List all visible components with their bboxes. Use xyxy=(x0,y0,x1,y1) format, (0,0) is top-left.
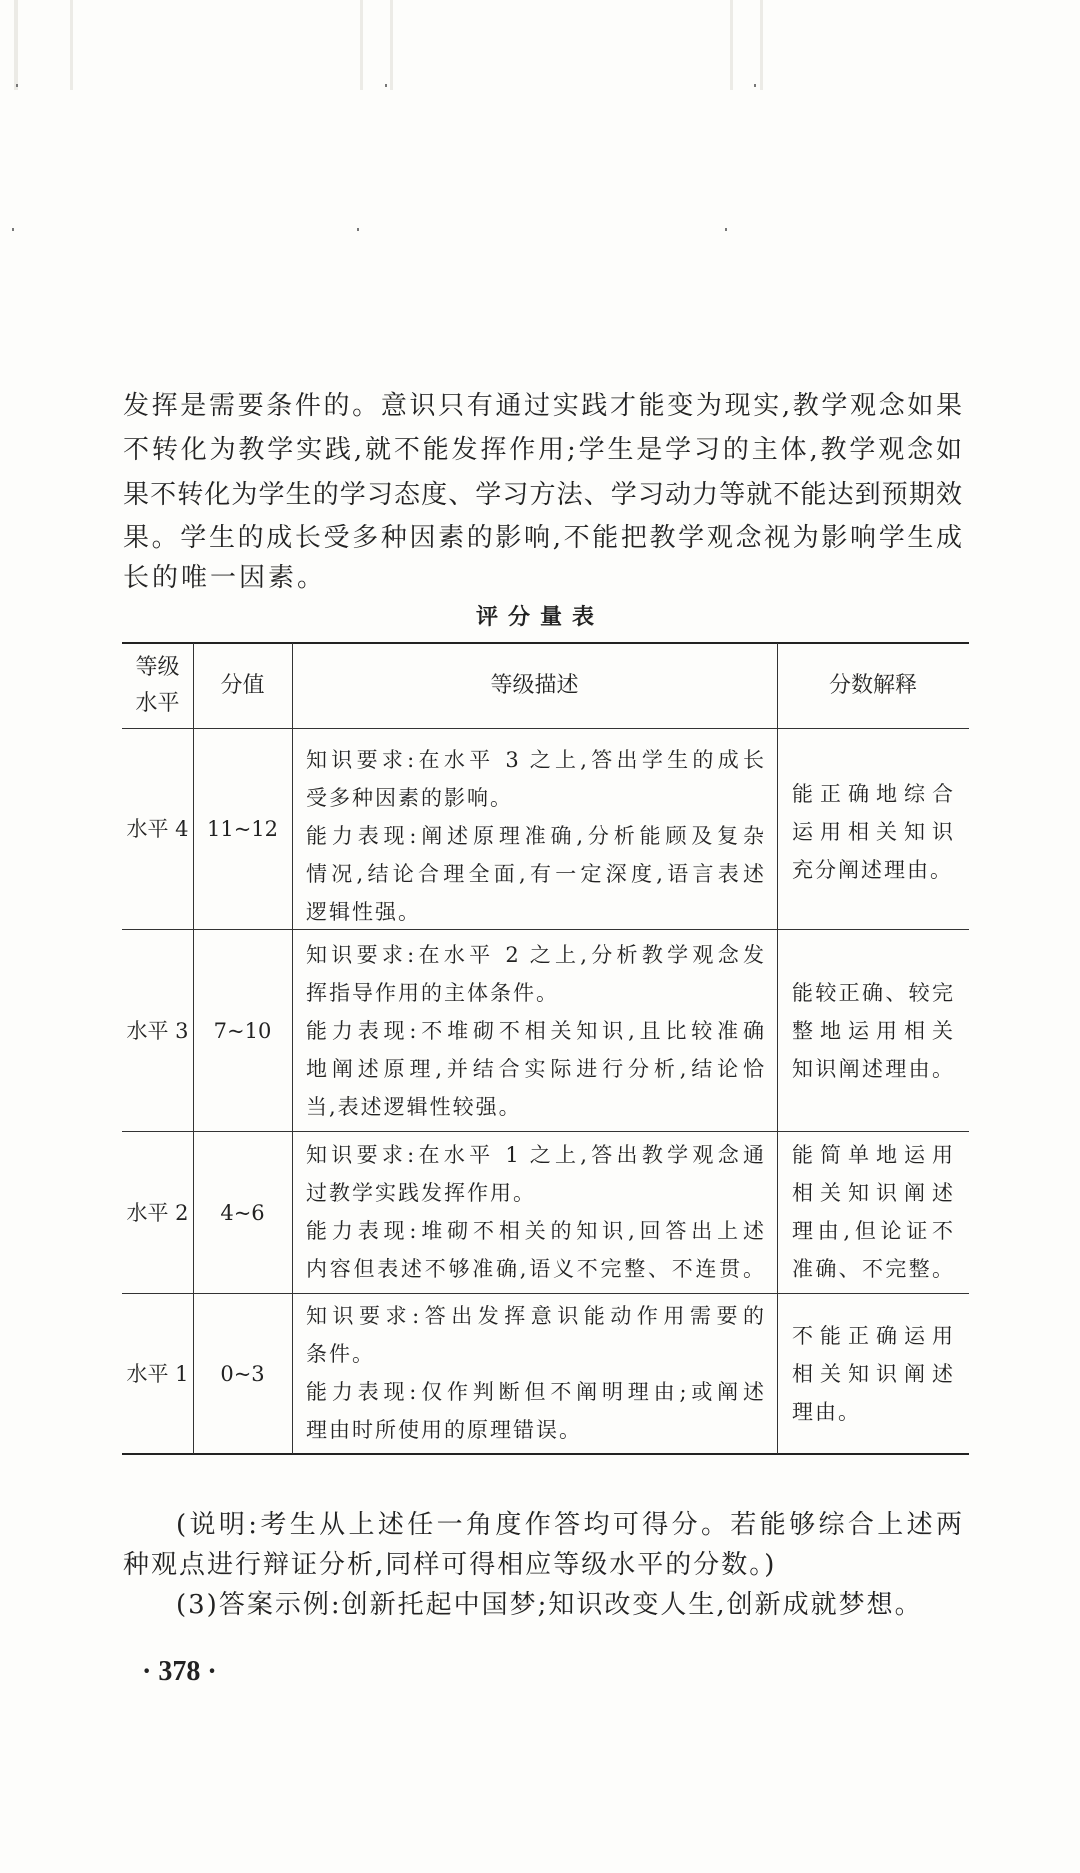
row-score xyxy=(193,1294,292,1453)
row-explanation xyxy=(792,974,953,1088)
cell-text: 7~10 xyxy=(213,1018,272,1043)
table-title: 评分量表 xyxy=(475,605,604,630)
row-description xyxy=(306,936,764,1126)
row-description xyxy=(306,1297,764,1449)
table-column-divider xyxy=(292,643,293,1454)
paragraph-line: 发挥是需要条件的。意识只有通过实践才能变为现实,教学观念如果 xyxy=(123,391,962,421)
paragraph-line: 长的唯一因素。 xyxy=(123,563,327,593)
row-explanation xyxy=(792,1317,953,1431)
note-line: 种观点进行辩证分析,同样可得相应等级水平的分数。) xyxy=(123,1550,777,1580)
scan-speck xyxy=(725,228,727,231)
description-line: 情况,结论合理全面,有一定深度,语言表述 xyxy=(306,862,764,886)
header-explanation xyxy=(777,644,969,728)
cell-text: 11~12 xyxy=(206,817,279,841)
scan-speck xyxy=(357,228,359,231)
scan-speck xyxy=(16,84,18,87)
table-bottom-border xyxy=(122,1453,969,1455)
explanation-line: 能正确地综合 xyxy=(792,782,953,806)
cell-text: 水平 4 xyxy=(126,817,189,841)
description-line: 当,表述逻辑性较强。 xyxy=(306,1095,522,1119)
row-description xyxy=(306,741,764,931)
description-line: 知识要求:答出发挥意识能动作用需要的 xyxy=(306,1304,764,1328)
description-line: 过教学实践发挥作用。 xyxy=(306,1181,536,1205)
description-line: 理由时所使用的原理错误。 xyxy=(306,1418,582,1442)
paragraph-line: 不转化为教学实践,就不能发挥作用;学生是学习的主体,教学观念如 xyxy=(123,435,962,465)
description-line: 知识要求:在水平 2 之上,分析教学观念发 xyxy=(306,943,764,967)
row-description xyxy=(306,1136,764,1288)
paragraph-line: 果。学生的成长受多种因素的影响,不能把教学观念视为影响学生成 xyxy=(123,523,962,553)
page-number: · 378 · xyxy=(142,1656,217,1687)
description-line: 能力表现:仅作判断但不阐明理由;或阐述 xyxy=(306,1380,764,1404)
scan-speck xyxy=(385,84,387,87)
scan-artifact xyxy=(70,0,73,90)
description-line: 能力表现:阐述原理准确,分析能顾及复杂 xyxy=(306,824,764,848)
scan-speck xyxy=(754,84,756,87)
explanation-line: 相关知识阐述 xyxy=(792,1181,953,1205)
explanation-line: 相关知识阐述 xyxy=(792,1362,953,1386)
header-level-line1: 等级 xyxy=(135,655,180,680)
cell-text: 水平 2 xyxy=(126,1200,189,1225)
scan-artifact xyxy=(390,0,393,90)
paragraph-line: 果不转化为学生的学习态度、学习方法、学习动力等就不能达到预期效 xyxy=(123,480,962,510)
row-explanation xyxy=(792,1136,953,1288)
explanation-line: 准确、不完整。 xyxy=(792,1257,953,1281)
scan-artifact xyxy=(360,0,363,90)
scan-artifact xyxy=(14,0,18,90)
explanation-line: 理由,但论证不 xyxy=(792,1219,953,1243)
scan-artifact xyxy=(730,0,733,90)
header-description-label: 等级描述 xyxy=(490,673,579,698)
scan-speck xyxy=(12,228,14,231)
cell-text: 0~3 xyxy=(220,1361,265,1386)
description-line: 受多种因素的影响。 xyxy=(306,786,513,810)
description-line: 逻辑性强。 xyxy=(306,900,421,924)
header-level xyxy=(122,644,193,728)
header-description xyxy=(292,644,777,728)
explanation-line: 不能正确运用 xyxy=(792,1324,953,1348)
description-line: 能力表现:堆砌不相关的知识,回答出上述 xyxy=(306,1219,764,1243)
explanation-line: 理由。 xyxy=(792,1400,861,1424)
header-level-line2: 水平 xyxy=(135,691,180,716)
row-level xyxy=(122,1294,193,1453)
row-level xyxy=(122,930,193,1131)
cell-text: 水平 1 xyxy=(126,1361,189,1386)
row-level xyxy=(122,1132,193,1293)
row-level xyxy=(122,729,193,929)
description-line: 能力表现:不堆砌不相关知识,且比较准确 xyxy=(306,1019,764,1043)
table-column-divider xyxy=(777,643,778,1454)
row-score xyxy=(193,729,292,929)
cell-text: 水平 3 xyxy=(126,1018,189,1043)
description-line: 地阐述原理,并结合实际进行分析,结论恰 xyxy=(306,1057,764,1081)
description-line: 内容但表述不够准确,语义不完整、不连贯。 xyxy=(306,1257,764,1281)
explanation-line: 知识阐述理由。 xyxy=(792,1057,953,1081)
explanation-line: 充分阐述理由。 xyxy=(792,858,953,882)
explanation-line: 运用相关知识 xyxy=(792,820,953,844)
header-score xyxy=(193,644,292,728)
explanation-line: 能较正确、较完 xyxy=(792,981,953,1005)
row-score xyxy=(193,1132,292,1293)
explanation-line: 能简单地运用 xyxy=(792,1143,953,1167)
row-explanation xyxy=(792,775,953,889)
row-score xyxy=(193,930,292,1131)
scan-artifact xyxy=(760,0,763,90)
header-score-label: 分值 xyxy=(220,673,265,698)
header-explanation-label: 分数解释 xyxy=(828,673,917,698)
cell-text: 4~6 xyxy=(220,1200,265,1225)
description-line: 条件。 xyxy=(306,1342,375,1366)
description-line: 知识要求:在水平 1 之上,答出教学观念通 xyxy=(306,1143,764,1167)
note-line: (说明:考生从上述任一角度作答均可得分。若能够综合上述两 xyxy=(176,1510,962,1540)
explanation-line: 整地运用相关 xyxy=(792,1019,953,1043)
description-line: 挥指导作用的主体条件。 xyxy=(306,981,559,1005)
answer-example: (3)答案示例:创新托起中国梦;知识改变人生,创新成就梦想。 xyxy=(176,1590,923,1620)
description-line: 知识要求:在水平 3 之上,答出学生的成长 xyxy=(306,748,764,772)
